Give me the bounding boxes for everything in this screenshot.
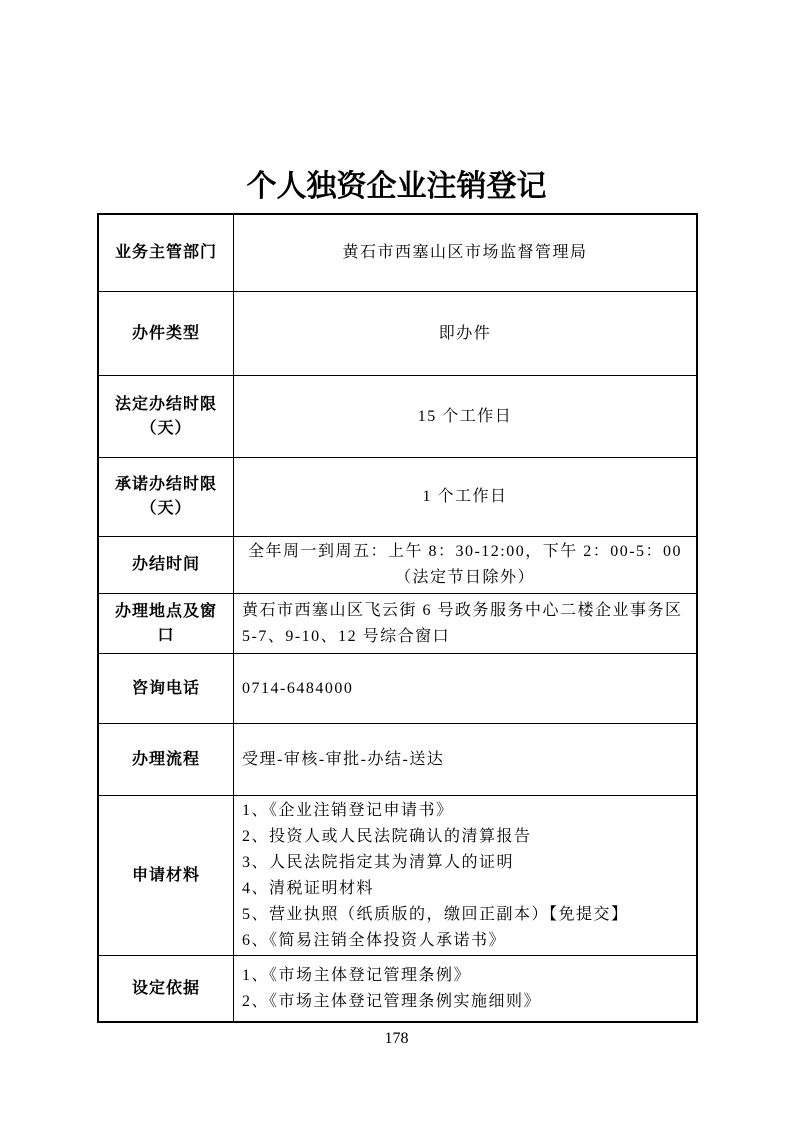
- legal-basis-item: 1、《市场主体登记管理条例》: [242, 966, 472, 984]
- material-item: 2、投资人或人民法院确认的清算报告: [242, 827, 532, 845]
- table-row-department: [99, 215, 696, 291]
- table-row-promised-time-limit: [99, 457, 696, 536]
- row-label: 承诺办结时限（天）: [99, 458, 234, 536]
- row-label: 法定办结时限（天）: [99, 376, 234, 457]
- row-value: 黄石市西塞山区飞云街 6 号政务服务中心二楼企业事务区 5-7、9-10、12 号综合窗口: [242, 601, 683, 645]
- row-value: 黄石市西塞山区市场监督管理局: [342, 244, 588, 261]
- row-label: 业务主管部门: [99, 215, 234, 291]
- row-label: 办理地点及窗口: [99, 594, 234, 653]
- material-item: 6、《简易注销全体投资人承诺书》: [242, 931, 507, 949]
- row-label: 咨询电话: [99, 654, 234, 723]
- table-row-service-hours: [99, 536, 696, 593]
- row-label: 办件类型: [99, 292, 234, 375]
- document-title: 个人独资企业注销登记: [246, 170, 547, 203]
- legal-basis-item: 2、《市场主体登记管理条例实施细则》: [242, 992, 542, 1010]
- table-row-legal-basis: [99, 955, 696, 1021]
- material-item: 4、清税证明材料: [242, 879, 375, 897]
- material-item: 3、人民法院指定其为清算人的证明: [242, 853, 515, 871]
- row-value: 1 个工作日: [422, 488, 508, 505]
- service-info-table: [97, 213, 698, 1023]
- table-row-statutory-time-limit: [99, 375, 696, 457]
- material-item: 1、《企业注销登记申请书》: [242, 801, 454, 819]
- material-item: 5、营业执照（纸质版的，缴回正副本）【免提交】: [242, 905, 629, 923]
- row-value: 即办件: [438, 324, 492, 342]
- row-value: 全年周一到周五：上午 8：30-12:00，下午 2：00-5：00（法定节日除外）: [247, 543, 683, 586]
- row-label: 申请材料: [99, 796, 234, 955]
- row-value: 受理-审核-审批-办结-送达: [242, 750, 445, 768]
- row-value: 0714-6484000: [242, 679, 354, 697]
- table-row-item-type: [99, 291, 696, 375]
- row-label: 办结时间: [99, 537, 234, 593]
- row-value: [234, 796, 696, 955]
- table-row-process: [99, 723, 696, 795]
- row-label: 设定依据: [99, 956, 234, 1021]
- row-label: 办理流程: [99, 724, 234, 795]
- table-row-location-window: [99, 593, 696, 653]
- row-value: [234, 956, 696, 1021]
- table-row-phone: [99, 653, 696, 723]
- table-row-application-materials: [99, 795, 696, 955]
- page-number: 178: [384, 1030, 409, 1047]
- row-value: 15 个工作日: [417, 407, 513, 425]
